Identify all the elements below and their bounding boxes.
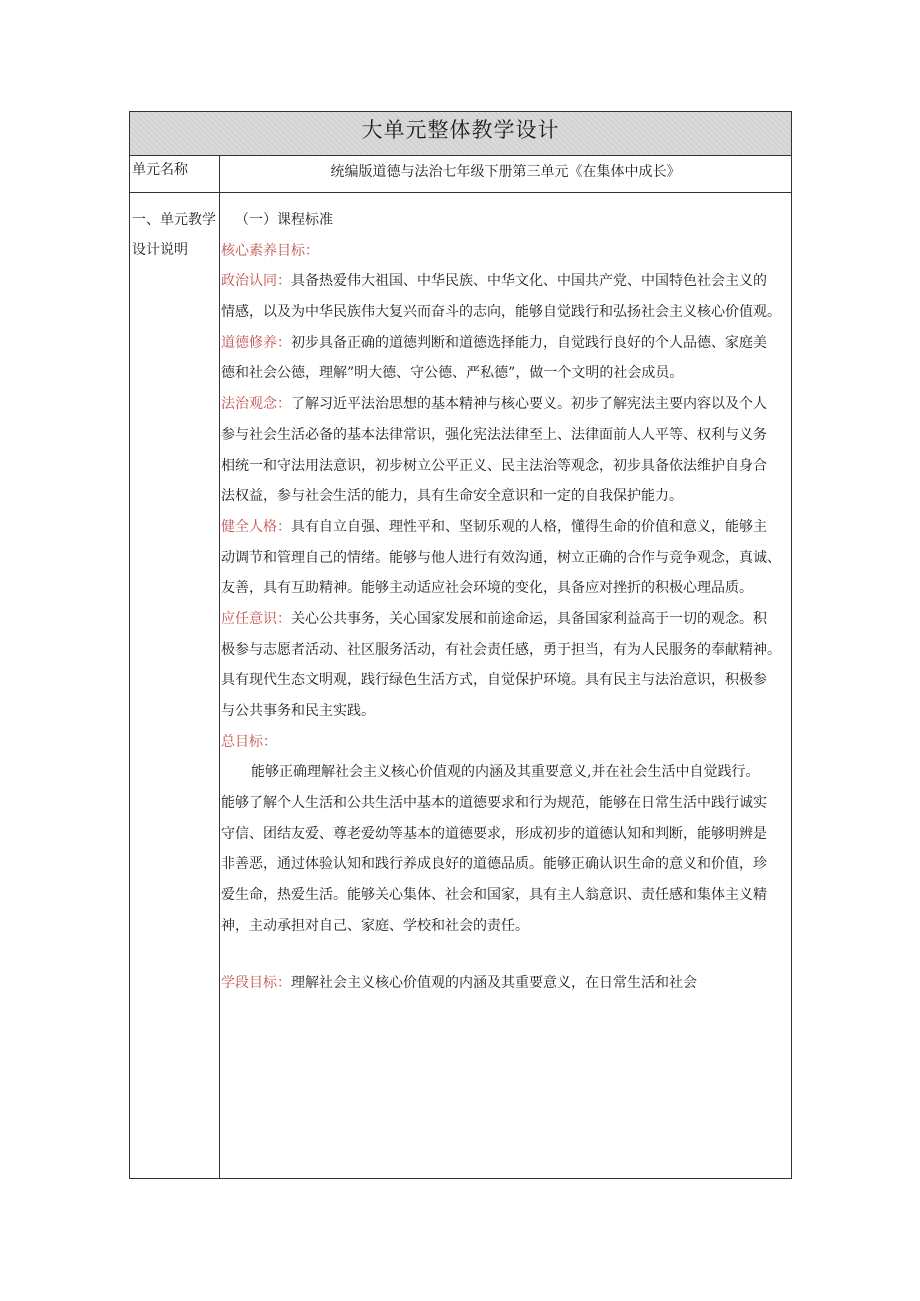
morality-label: 道德修养： — [221, 334, 291, 351]
law-line-1 — [221, 389, 791, 420]
overall-line-4: 非善恶，通过体验认知和践行养成良好的道德品质。能够正确认识生命的意义和价值，珍 — [221, 856, 767, 873]
personality-text-1: 具有自立自强、理性平和、坚韧乐观的人格，懂得生命的价值和意义，能够主 — [291, 518, 767, 535]
law-line-4: 法权益，参与社会生活的能力，具有生命安全意识和一定的自我保护能力。 — [221, 488, 683, 505]
core-goal-heading: 核心素养目标： — [221, 242, 319, 259]
law-label: 法治观念： — [221, 396, 291, 413]
overall-line-6: 神，主动承担对自己、家庭、学校和社会的责任。 — [221, 917, 529, 934]
overall-line-5: 爱生命，热爱生活。能够关心集体、社会和国家，具有主人翁意识、责任感和集体主义精 — [221, 887, 767, 904]
politics-line-2: 情感，以及为中华民族伟大复兴而奋斗的志向，能够自觉践行和弘扬社会主义核心价值观。 — [221, 304, 781, 321]
politics-label: 政治认同： — [221, 273, 291, 290]
morality-text-1: 初步具备正确的道德判断和道德选择能力，自觉践行良好的个人品德、家庭美 — [291, 334, 767, 351]
stage-goal-text: 理解社会主义核心价值观的内涵及其重要意义，在日常生活和社会 — [291, 974, 697, 991]
responsibility-line-1 — [221, 604, 791, 635]
document-title: 大单元整体教学设计 — [130, 112, 791, 156]
responsibility-text-1: 关心公共事务，关心国家发展和前途命运，具备国家利益高于一切的观念。积 — [291, 610, 767, 627]
morality-line-2: 德和社会公德，理解”明大德、守公德、严私德”，做一个文明的社会成员。 — [221, 365, 684, 382]
responsibility-line-4: 与公共事务和民主实践。 — [221, 703, 375, 719]
personality-line-2: 动调节和管理自己的情绪。能够与他人进行有效沟通，树立正确的合作与竞争观念，真诚、 — [221, 549, 781, 566]
personality-label: 健全人格： — [221, 518, 291, 535]
unit-design-row — [130, 193, 791, 1178]
section-content — [221, 193, 791, 998]
unit-name-value: 统编版道德与法治七年级下册第三单元《在集体中成长》 — [330, 164, 681, 180]
stage-goal-line — [221, 968, 791, 999]
unit-name-row — [130, 155, 791, 193]
overall-goal-heading: 总目标： — [221, 733, 277, 750]
personality-line-1 — [221, 512, 791, 543]
section-label-line1: 一、单元教学 — [132, 212, 216, 228]
politics-line-1 — [221, 266, 791, 297]
personality-line-3: 友善，具有互助精神。能够主动适应社会环境的变化，具备应对挫折的积极心理品质。 — [221, 580, 753, 597]
overall-line-3: 守信、团结友爱、尊老爱幼等基本的道德要求，形成初步的道德认知和判断，能够明辨是 — [221, 825, 767, 842]
morality-line-1 — [221, 328, 791, 359]
overall-line-1: 能够正确理解社会主义核心价值观的内涵及其重要意义,并在社会生活中自觉践行。 — [251, 764, 760, 781]
law-text-1: 了解习近平法治思想的基本精神与核心要义。初步了解宪法主要内容以及个人 — [291, 396, 767, 413]
subsection-heading: （一）课程标准 — [235, 212, 333, 228]
responsibility-line-2: 极参与志愿者活动、社区服务活动，有社会责任感，勇于担当，有为人民服务的奉献精神。 — [221, 641, 781, 658]
overall-line-2: 能够了解个人生活和公共生活中基本的道德要求和行为规范，能够在日常生活中践行诚实 — [221, 795, 767, 812]
spacer — [221, 942, 791, 968]
design-table — [129, 111, 792, 1179]
section-label — [130, 193, 220, 1178]
section-label-line2: 设计说明 — [132, 242, 188, 258]
stage-goal-label: 学段目标： — [221, 974, 291, 991]
responsibility-line-3: 具有现代生态文明观，践行绿色生活方式，自觉保护环境。具有民主与法治意识，积极参 — [221, 672, 767, 689]
politics-text-1: 具备热爱伟大祖国、中华民族、中华文化、中国共产党、中国特色社会主义的 — [291, 273, 767, 290]
unit-name-label: 单元名称 — [130, 155, 220, 192]
law-line-2: 参与社会生活必备的基本法律常识，强化宪法法律至上、法律面前人人平等、权利与义务 — [221, 426, 767, 443]
responsibility-label: 应任意识： — [221, 610, 291, 627]
law-line-3: 相统一和守法用法意识，初步树立公平正义、民主法治等观念，初步具备依法维护自身合 — [221, 457, 767, 474]
